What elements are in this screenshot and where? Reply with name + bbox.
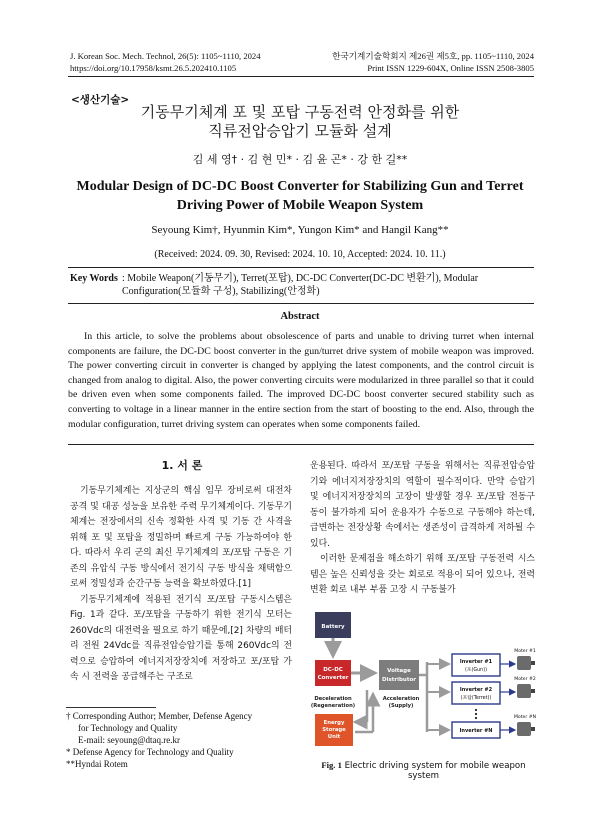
footnote-email[interactable]: E-mail: seyoung@dtaq.re.kr	[78, 735, 181, 745]
footnote-coauthor2: **Hyndai Rotem	[66, 759, 128, 769]
paragraph: 운용된다. 따라서 포/포탑 구동을 위해서는 직류전압승압기와 에너지저장장치의 역할이 필수적이다. 만약 승압기 및 에너지저장장치의 고장이 발생할 경우 포/포탑 전동구동이 불가하게 되어 운용자가 수동으로 구동해야 하는데, 급변하는 전장상황 속에서는 생존성이 급격하게 저하될 수 있다.	[310, 461, 535, 549]
paragraph: 기동무기체계에 적용된 전기식 포/포탑 구동시스템은 Fig. 1과 같다. 포/포탑을 구동하기 위한 전기식 모터는 260Vdc의 대전력을 필요로 하기 때문에,[2] 차량의 배터리 전원 24Vdc를 직류전압승압기를 통해 260Vdc의 전력으로 승압하여 에너지저장장치에 저장하고 포/포탑 가속 시 전력을 공급해주는 구조로	[70, 594, 292, 682]
converter-label-1: DC-DC	[323, 667, 343, 673]
distributor-label-2: Distributor	[382, 677, 416, 683]
english-title	[0, 177, 600, 215]
ellipsis-dot	[475, 717, 477, 719]
journal-header-left	[70, 50, 261, 74]
energy-label-1: Energy	[323, 720, 345, 726]
keywords-block	[70, 272, 534, 298]
distributor-label-1: Voltage	[387, 668, 411, 674]
ellipsis-dot	[475, 713, 477, 715]
motor-n-icon	[517, 722, 531, 736]
paragraph: 기동무기체계는 지상군의 핵심 임무 장비로써 대전차 공격 및 대공 성능을 보유한 주력 무기체계이다. 기동무기체계는 전장에서의 신속 정확한 사격 및 기동 간 사격을 위해 포 및 포탑을 정밀하며 빠르게 구동 가능하여야 한다. 따라서 우리 군의 최신 무기체계의 포/포탑 구동은 기존의 유압식 구동 방식에서 전기식 구동 방식을 채택함으로써 정밀성과 순간구동 능력을 확보하였다.[1]	[70, 486, 292, 589]
figure-1-diagram	[311, 604, 536, 756]
footnote-affiliation: for Technology and Quality	[78, 723, 178, 733]
motor-n-label: Moter #N	[513, 715, 536, 720]
ellipsis-dot	[475, 709, 477, 711]
paragraph: 이러한 문제점을 해소하기 위해 포/포탑 구동전력 시스템은 높은 신뢰성을 갖는 회로로 적용이 되어 있으나, 전력변환 회로 내부 부품 고장 시 구동불가	[310, 554, 535, 595]
figure-1-caption	[311, 760, 536, 781]
journal-citation-korean: 한국기계기술학회지 제26권 제5호, pp. 1105~1110, 2024	[332, 51, 534, 61]
figure-1-caption-text: Electric driving system for mobile weapon system	[341, 761, 526, 781]
abstract-text: In this article, to solve the problems about obsolescence of parts and unable to driving turret when internal components are failure, the DC-DC boost converter in the gun/turret drive system of mobile weapon was improved. The power converting circuit in converter is changed by applying the latest components, and the control circuit is changed from analog to digital. Also, the power converting circuits were modularized in three parallel so that it could be driven even when some components failed. The improved DC-DC boost converter secured stability such as converting to voltage in a linear manner in the entire section from the start of boosting to the end. Also, through the modular configuration, turret driving system can operates when some components failed.	[68, 331, 534, 430]
converter-block	[315, 660, 351, 686]
footnotes	[66, 710, 296, 770]
section-tag: <생산기술>	[71, 94, 130, 106]
right-column-body	[310, 459, 535, 599]
korean-title	[0, 103, 600, 141]
footnote-coauthor: * Defense Agency for Technology and Quality	[66, 747, 234, 757]
korean-title-line1: 기동무기체계 포 및 포탑 구동전력 안정화를 위한	[140, 103, 460, 121]
abstract-title: Abstract	[280, 311, 320, 322]
section-heading-introduction: 1. 서 론	[161, 459, 203, 472]
keywords-top-divider	[68, 267, 534, 268]
korean-title-line2: 직류전압승압기 모듈화 설계	[208, 122, 392, 140]
header-divider	[68, 76, 534, 77]
abstract-divider	[68, 444, 534, 445]
inverter-1-sublabel: (포(Gun))	[465, 668, 487, 673]
journal-header-right	[332, 50, 534, 74]
motor-1-shaft	[531, 661, 535, 665]
energy-label-2: Storage	[322, 727, 346, 733]
left-column-body	[70, 484, 292, 686]
battery-label: Battery	[321, 624, 345, 630]
motor-2-shaft	[531, 689, 535, 693]
converter-label-2: Converter	[317, 675, 349, 681]
figure-1-caption-label: Fig. 1	[321, 760, 342, 770]
deceleration-label-1: Deceleration	[314, 696, 352, 702]
keywords-bottom-divider	[68, 303, 534, 304]
keywords-label: Key Words	[70, 273, 118, 284]
footnote-corresponding: † Corresponding Author; Member, Defense Agency	[66, 711, 253, 721]
distributor-block	[379, 660, 419, 690]
motor-n-shaft	[531, 727, 535, 731]
issn-line: Print ISSN 1229-604X, Online ISSN 2508-3805	[367, 63, 534, 73]
journal-citation: J. Korean Soc. Mech. Technol, 26(5): 1105~1110, 2024	[70, 51, 261, 61]
english-title-line1: Modular Design of DC-DC Boost Converter for Stabilizing Gun and Terret	[76, 179, 524, 194]
motor-1-label: Moter #1	[514, 649, 536, 654]
motor-2-label: Moter #2	[514, 677, 536, 682]
deceleration-label-2: (Regeneration)	[311, 703, 356, 709]
received-dates: (Received: 2024. 09. 30, Revised: 2024. 10. 10, Accepted: 2024. 10. 11.)	[154, 249, 446, 260]
footnote-divider	[66, 707, 156, 708]
korean-authors: 김 세 영† · 김 현 민* · 김 윤 곤* · 강 한 길**	[192, 153, 408, 166]
inverter-n-label: Inverter #N	[459, 728, 493, 734]
inverter-2-label: Inverter #2	[459, 687, 493, 693]
doi-link[interactable]: https://doi.org/10.17958/ksmt.26.5.202410.1105	[70, 63, 237, 73]
energy-label-3: Unit	[327, 734, 341, 740]
acceleration-label-1: Acceleration	[382, 696, 420, 702]
english-title-line2: Driving Power of Mobile Weapon System	[176, 198, 424, 213]
motor-2-icon	[517, 684, 531, 698]
keywords-text: : Mobile Weapon(기동무기), Terret(포탑), DC-DC Converter(DC-DC 변환기), Modular Configuration(모듈화 구성), Stabilizing(안정화)	[122, 273, 479, 297]
inverter-2-sublabel: (포탑(Terret))	[460, 696, 492, 701]
english-authors: Seyoung Kim†, Hyunmin Kim*, Yungon Kim* and Hangil Kang**	[151, 224, 449, 236]
acceleration-label-2: (Supply)	[388, 703, 414, 709]
inverter-1-label: Inverter #1	[459, 659, 493, 665]
motor-1-icon	[517, 656, 531, 670]
